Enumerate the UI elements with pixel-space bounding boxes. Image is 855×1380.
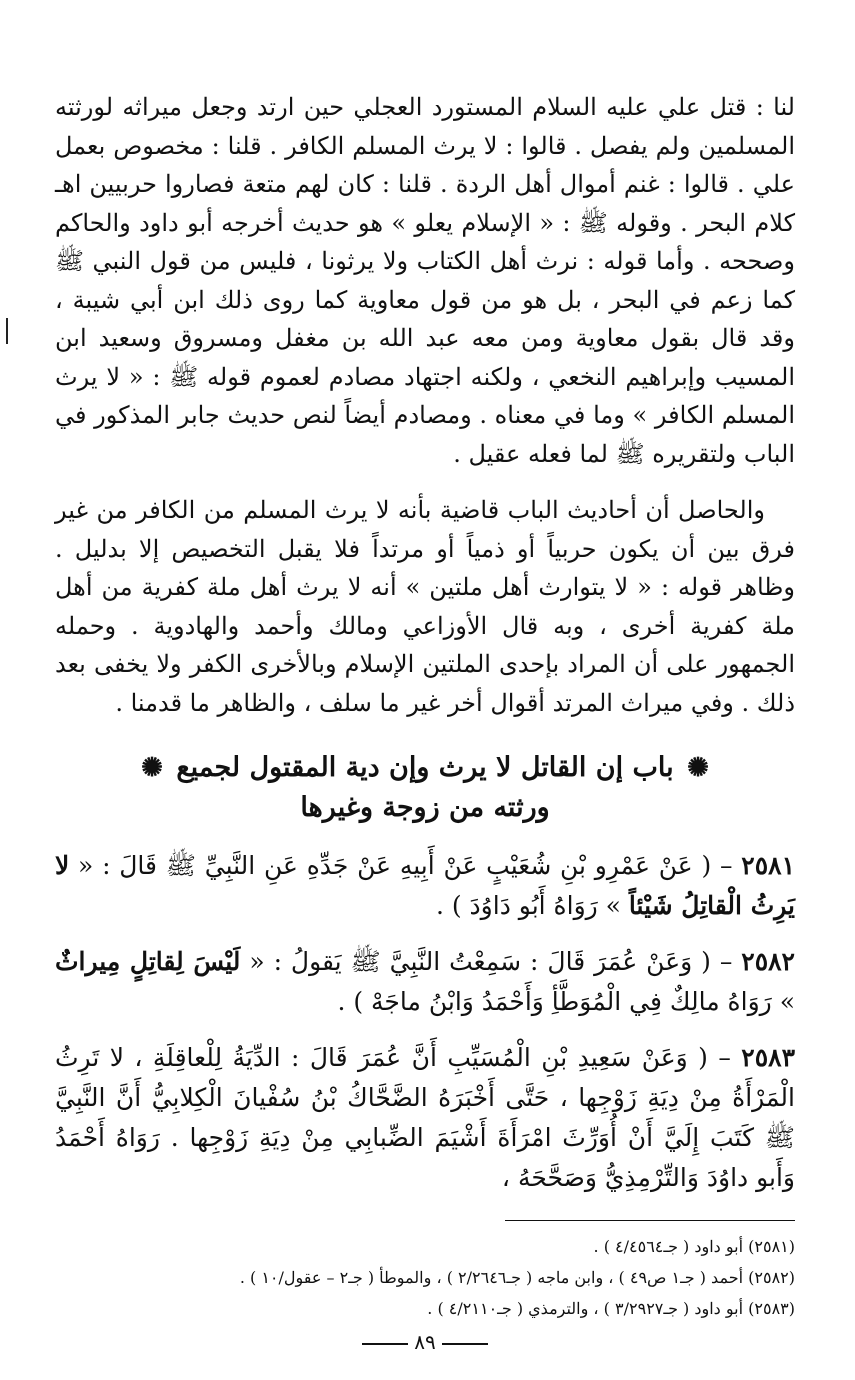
hadith-text: – ( عَنْ عَمْرِو بْنِ شُعَيْبٍ عَنْ أَبِيهِ عَنْ جَدِّهِ عَنِ النَّبِيِّ ﷺ قَالَ : « — [69, 851, 742, 880]
scan-edge-mark — [6, 318, 8, 344]
hadith-number: ٢٥٨٣ — [741, 1043, 795, 1072]
hadith-2583 — [55, 1038, 795, 1198]
star-ornament-icon: ✺ — [141, 753, 163, 783]
star-ornament-icon: ✺ — [687, 753, 709, 783]
hadith-source: » رَوَاهُ مالِكٌ فِي الْمُوَطَّأِ وَأَحْمَدُ وَابْنُ ماجَهْ ) . — [337, 987, 795, 1016]
chapter-heading — [55, 748, 795, 828]
page-number: ٨٩ — [414, 1330, 436, 1354]
footnote-2582: (٢٥٨٢) أحمد ( جـ١ ص٤٩ ) ، وابن ماجه ( جـ٢/٢٦٤٦ ) ، والموطأ ( جـ٢ – عقول/١٠ ) . — [239, 1268, 795, 1287]
page-number-footer — [55, 1330, 795, 1354]
hadith-source: » رَوَاهُ أَبُو دَاوُدَ ) . — [435, 891, 629, 920]
page-number-dash — [442, 1343, 488, 1345]
commentary-paragraph-2: والحاصل أن أحاديث الباب قاضية بأنه لا يرث المسلم من الكافر من غير فرق بين أن يكون حربياً أو ذمياً أو مرتداً فلا يقبل التخصيص إلا بدليل . وظاهر قوله : « لا يتوارث أهل ملتين » أنه لا يرث أهل ملة كفرية من أهل ملة كفرية أخرى ، وبه قال الأوزاعي ومالك وأحمد والهادوية . وحمله الجمهور على أن المراد بإحدى الملتين الإسلام وبالأخرى الكفر ولا يخفى بعد ذلك . وفي ميراث المرتد أقوال أخر غير ما سلف ، والظاهر ما قدمنا . — [55, 496, 795, 717]
heading-line-1: باب إن القاتل لا يرث وإن دية المقتول لجميع — [176, 752, 674, 783]
footnote-2581: (٢٥٨١) أبو داود ( جـ٤/٤٥٦٤ ) . — [593, 1237, 795, 1256]
commentary-paragraph-1: لنا : قتل علي عليه السلام المستورد العجلي حين ارتد وجعل ميراثه لورثته المسلمين ولم يفصل . قالوا : لا يرث المسلم الكافر . قلنا : مخصوص بعمل علي . قالوا : غنم أموال أهل الردة . قلنا : كان لهم متعة فصاروا حربيين اهـ كلام البحر . وقوله ﷺ : « الإسلام يعلو » هو حديث أخرجه أبو داود والحاكم وصححه . وأما قوله : نرث أهل الكتاب ولا يرثونا ، فليس من قول النبي ﷺ كما زعم في البحر ، بل هو من قول معاوية كما روى ذلك ابن أبي شيبة ، وقد قال بقول معاوية ومن معه عبد الله بن مغفل ومسروق وسعيد ابن المسيب وإبراهيم النخعي ، ولكنه اجتهاد مصادم لعموم قوله ﷺ : « لا يرث المسلم الكافر » وما في معناه . ومصادم أيضاً لنص حديث جابر المذكور في الباب ولتقريره ﷺ لما فعله عقيل . — [55, 93, 795, 468]
page-number-dash — [362, 1343, 408, 1345]
hadith-quote: لَيْسَ لِقاتِلٍ مِيراثٌ — [55, 947, 241, 976]
heading-line-2: ورثته من زوجة وغيرها — [300, 792, 550, 823]
hadith-number: ٢٥٨١ — [741, 851, 795, 880]
hadith-quote: لا يَرِثُ الْقاتِلُ شَيْئاً — [55, 851, 795, 920]
footnote-divider — [505, 1220, 795, 1221]
hadith-2581 — [55, 846, 795, 926]
footnote-2583: (٢٥٨٣) أبو داود ( جـ٣/٢٩٢٧ ) ، والترمذي ( جـ٤/٢١١٠ ) . — [427, 1299, 795, 1318]
hadith-text: – ( وَعَنْ سَعِيدِ بْنِ الْمُسَيِّبِ أَنَّ عُمَرَ قَالَ : الدِّيَةُ لِلْعاقِلَةِ ، لا تَرِثُ الْمَرْأَةُ مِنْ دِيَةِ زَوْجِها ، حَتَّى أَخْبَرَهُ الضَّحَّاكُ بْنُ سُفْيانَ الْكِلابِيُّ أَنَّ النَّبِيَّ ﷺ كَتَبَ إِلَيَّ أَنْ أُوَرِّثَ امْرَأَةَ أَشْيَمَ الضِّبابِي مِنْ دِيَةِ زَوْجِها . رَوَاهُ أَحْمَدُ وَأَبو داوُدَ وَالتِّرْمِذِيُّ وَصَحَّحَهُ ، — [55, 1043, 795, 1192]
hadith-2582 — [55, 942, 795, 1022]
hadith-number: ٢٥٨٢ — [741, 947, 795, 976]
hadith-text: – ( وَعَنْ عُمَرَ قَالَ : سَمِعْتُ النَّبِيَّ ﷺ يَقولُ : « — [240, 947, 742, 976]
